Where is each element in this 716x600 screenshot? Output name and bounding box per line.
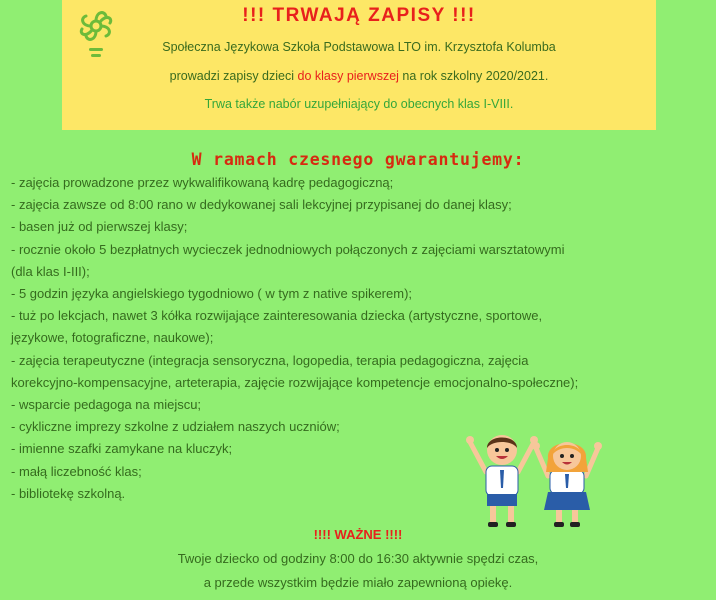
enrollment-text-end: na rok szkolny 2020/2021. [398,69,549,83]
banner-title: !!! TRWAJĄ ZAPISY !!! [242,5,476,26]
list-item: - cykliczne imprezy szkolne z udziałem naszych uczniów; [11,419,340,435]
list-item: - wsparcie pedagoga na miejscu; [11,397,202,413]
list-item: (dla klas I-III); [11,263,90,279]
enrollment-text-start: prowadzi zapisy dzieci [169,69,298,83]
list-item: - zajęcia terapeutyczne (integracja sensoryczna, logopedia, terapia pedagogiczna, zajęcia [11,352,529,368]
enrollment-line [62,69,656,83]
girl-figure [532,442,602,527]
list-item: - tuż po lekcjach, nawet 3 kółka rozwijające zainteresowania dziecka (artystyczne, sportowe, [11,308,543,324]
list-item: - zajęcia prowadzone przez wykwalifikowaną kadrę pedagogiczną; [11,175,394,190]
list-item: - 5 godzin języka angielskiego tygodniowo ( w tym z native spikerem); [11,286,413,302]
supplementary-enrollment-line: Trwa także nabór uzupełniający do obecnych klas I-VIII. [204,97,514,111]
first-grade-highlight: do klasy pierwszej [297,69,399,83]
list-item: - basen już od pierwszej klasy; [11,219,188,235]
boy-figure [466,435,538,527]
footer-line-1: Twoje dziecko od godziny 8:00 do 16:30 aktywnie spędzi czas, [177,551,539,566]
list-item: - imienne szafki zamykane na kluczyk; [11,441,233,457]
list-item: korekcyjno-kompensacyjne, arteterapia, zajęcie rozwijające kompetencje emocjonalno-społeczne); [11,374,579,390]
school-name: Społeczna Językowa Szkoła Podstawowa LTO im. Krzysztofa Kolumba [162,40,556,54]
list-item: - zajęcia zawsze od 8:00 rano w dedykowanej sali lekcyjnej przypisanej do danej klasy; [11,197,512,213]
list-item: - rocznie około 5 bezpłatnych wycieczek jednodniowych połączonych z zajęciami warsztatowymi [11,241,565,257]
guarantees-heading: W ramach czesnego gwarantujemy: [191,150,525,169]
important-label: !!!! WAŻNE !!!! [313,527,403,542]
kids-illustration [462,428,602,532]
list-item: językowe, fotograficzne, naukowe); [11,330,214,346]
list-item: - małą liczebność klas; [11,463,142,479]
list-item: - bibliotekę szkolną. [11,485,126,501]
announcement-banner [62,0,656,130]
footer-line-2: a przede wszystkim będzie miało zapewnioną opiekę. [203,575,513,590]
